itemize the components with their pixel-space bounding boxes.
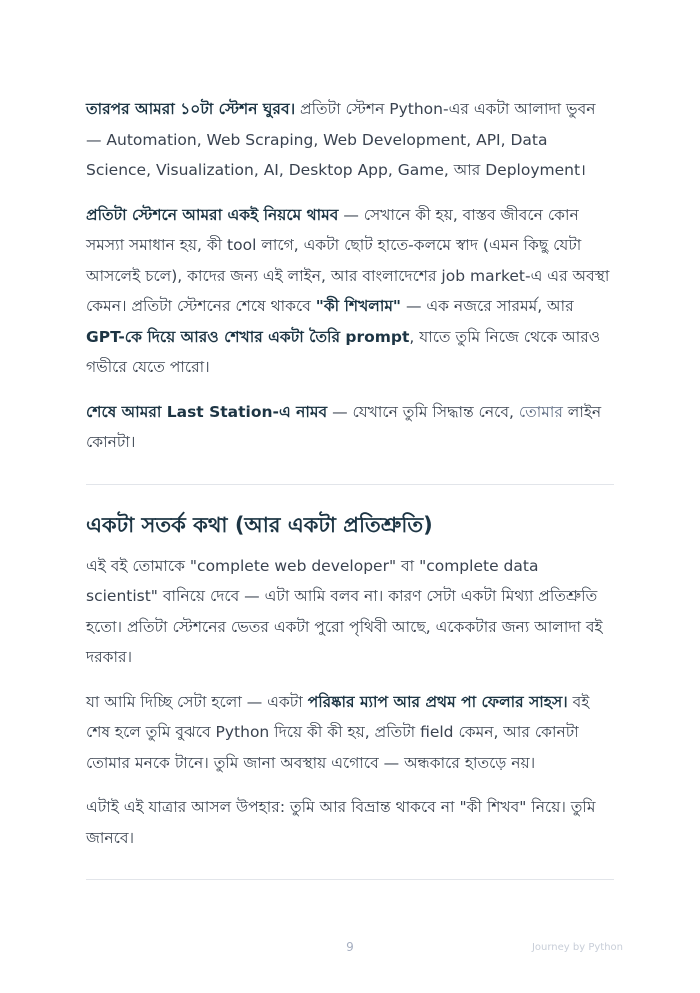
footer-brand: Journey by Python xyxy=(531,942,623,953)
paragraph-ten-stations xyxy=(86,94,614,186)
page-content xyxy=(86,94,614,902)
paragraph-last-station xyxy=(86,397,614,458)
paragraph-station-rules xyxy=(86,200,614,383)
section-heading: একটা সতর্ক কথা (আর একটা প্রতিশ্রুতি) xyxy=(86,512,433,537)
tinted-word: তোমার xyxy=(518,402,563,421)
emphasis-what-learned: "কী শিখলাম" xyxy=(315,297,402,315)
paragraph-text: — সেখানে কী হয়, বাস্তব জীবনে কোন সমস্যা সমাধান হয়, কী tool লাগে, একটা ছোট হাতে-কলমে স্বাদ (এমন কিছু যেটা আসলেই চলে), কাদের জন্য এই লাইন, আর বাংলাদেশের job market-এ এর অবস্থা কেমন। প্রতিটা স্টেশনের শেষে থাকবে xyxy=(86,205,610,315)
paragraph-text: — এক নজরে সারমর্ম, আর xyxy=(401,297,574,315)
section-divider-bottom xyxy=(86,879,614,880)
paragraph-text: , যাতে তুমি নিজে থেকে আরও গভীরে যেতে পারো। xyxy=(86,327,601,376)
emphasis-station-rule: প্রতিটা স্টেশনে আমরা একই নিয়মে থামব xyxy=(86,205,339,224)
emphasis-clear-map: পরিষ্কার ম্যাপ আর প্রথম পা ফেলার সাহস। xyxy=(307,692,568,711)
paragraph-promise xyxy=(86,687,614,779)
emphasis-ten-stations: তারপর আমরা ১০টা স্টেশন ঘুরব। xyxy=(86,100,296,118)
emphasis-last-station: শেষে আমরা Last Station-এ নামব xyxy=(86,402,328,421)
paragraph-caution: এই বই তোমাকে "complete web developer" বা "complete data scientist" বানিয়ে দেবে — এটা আমি বলব না। কারণ সেটা একটা মিথ্যা প্রতিশ্রুতি হতো। প্রতিটা স্টেশনের ভেতর একটা পুরো পৃথিবী আছে, একেকটার জন্য আলাদা বই দরকার। xyxy=(86,556,603,666)
section-divider xyxy=(86,484,614,485)
paragraph-text: লাইন কোনটা। xyxy=(86,402,602,451)
paragraph-text: প্রতিটা স্টেশন Python-এর একটা আলাদা ভুবন — Automation, Web Scraping, Web Development, API, Data Science, Visualization, AI, Desktop App, Game, আর Deployment। xyxy=(86,100,596,179)
paragraph-gift: এটাই এই যাত্রার আসল উপহার: তুমি আর বিভ্রান্ত থাকবে না "কী শিখব" নিয়ে। তুমি জানবে। xyxy=(86,798,596,847)
paragraph-text: বই শেষ হলে তুমি বুঝবে Python দিয়ে কী কী হয়, প্রতিটা field কেমন, আর কোনটা তোমার মনকে টানে। তুমি জানা অবস্থায় এগোবে — অন্ধকারে হাতড়ে নয়। xyxy=(86,692,590,772)
paragraph-text: যা আমি দিচ্ছি সেটা হলো — একটা xyxy=(86,692,308,711)
page-number: 9 xyxy=(346,940,354,954)
paragraph-text: — যেখানে তুমি সিদ্ধান্ত নেবে, xyxy=(327,402,519,421)
emphasis-gpt-prompt: GPT-কে দিয়ে আরও শেখার একটা তৈরি prompt xyxy=(86,327,410,346)
